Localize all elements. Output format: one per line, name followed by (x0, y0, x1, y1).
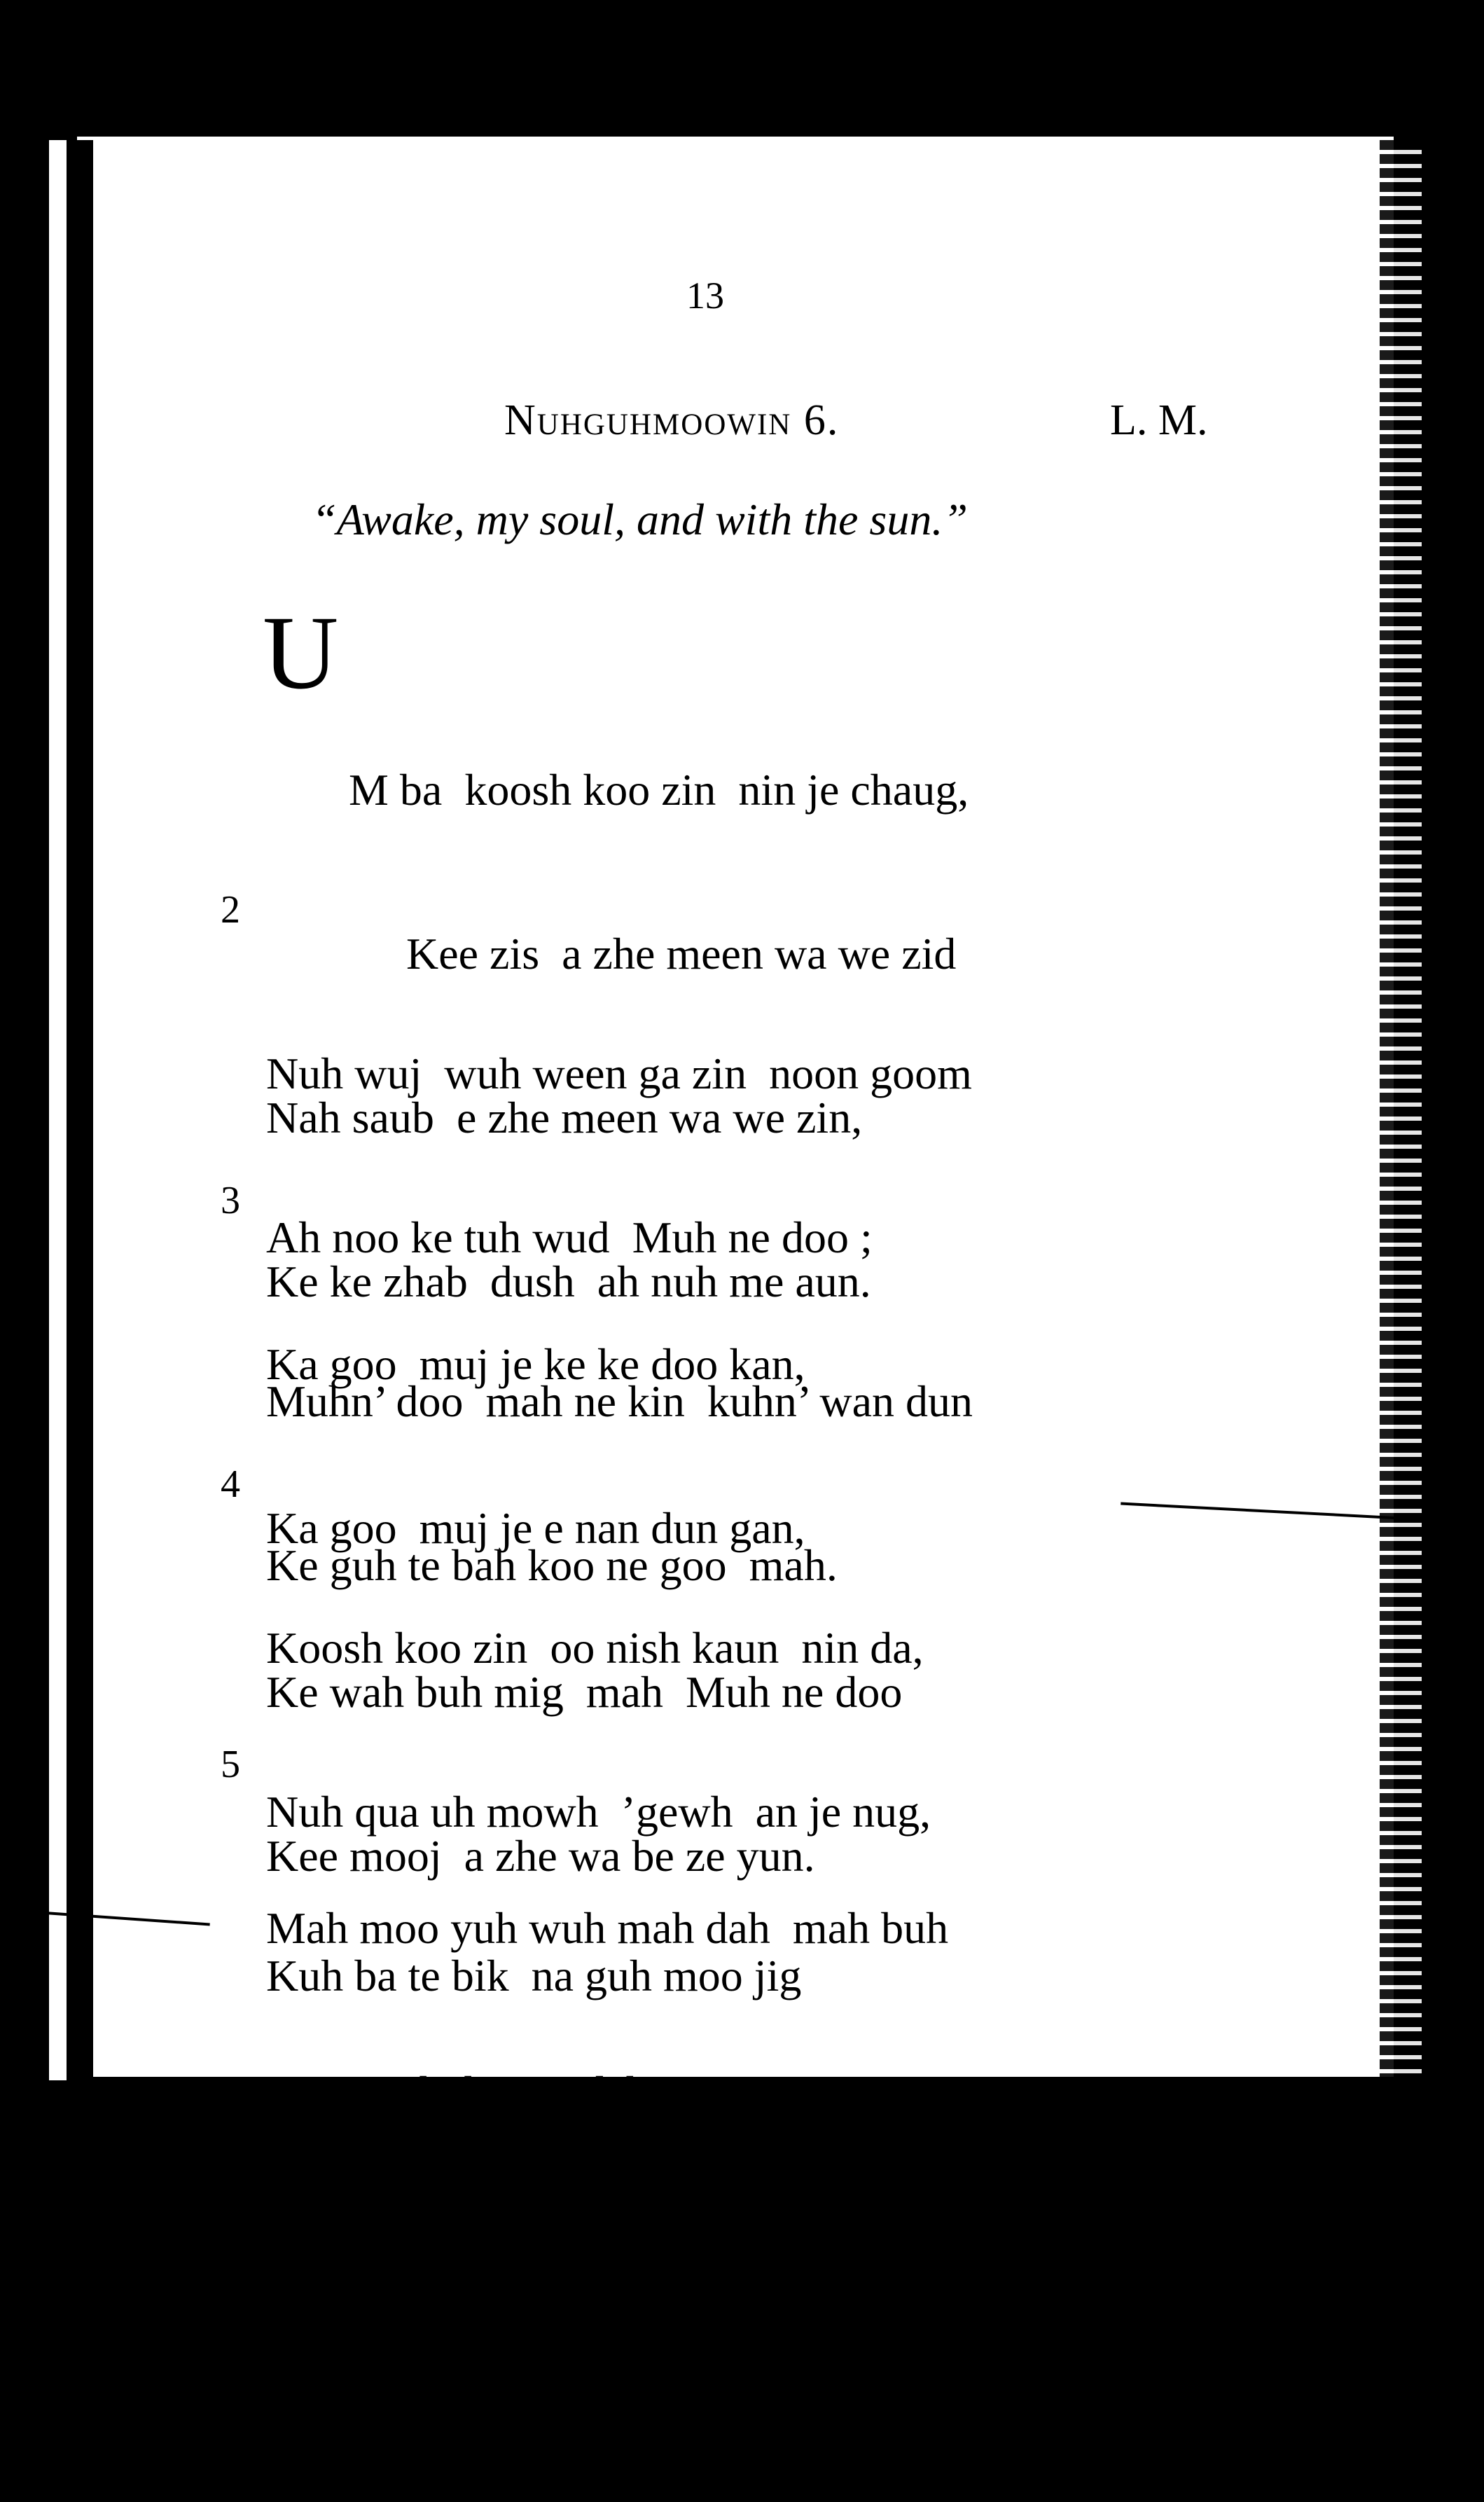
spine-edge (67, 140, 93, 2080)
verse-number: 2 (221, 888, 240, 932)
stanza-line: Mah moo yuh wuh mah dah mah buh (266, 1903, 949, 1953)
stanza-line: Ah noo ke tuh wud Muh ne doo ; (266, 1212, 873, 1262)
stanza-line: Ke guh te bah koo ne goo mah. (266, 1540, 838, 1590)
stanza-line: Muhn’ doo mah ne kin kuhn’ wan dun (266, 1376, 973, 1426)
verse-number: 3 (221, 1179, 240, 1222)
stanza-line: Wuh we zha ne mah waud Muhn’doon (266, 2115, 973, 2164)
stanza-line: Kee zis a zhe meen wa we zid (406, 929, 957, 979)
stanza-5 (221, 1737, 949, 2502)
stanza-line: Ke wah buh mig mah Muh ne doo (266, 1667, 903, 1717)
verse-number: 4 (221, 1463, 240, 1506)
stanza-line: Nah saub e zhe meen wa we zin, (266, 1093, 863, 1142)
verse-number: 5 (221, 1743, 240, 1786)
hymn-meter: L. M. (1110, 396, 1208, 444)
stanza-line: Kee mooj a zhe wa be ze yun. (266, 1831, 815, 1881)
stanza-line: Wa yoo se mind, Wa gwis se mind (266, 2231, 894, 2281)
stanza-line: Ke ke zhab dush ah nuh me aun. (266, 1257, 871, 1306)
drop-cap: U (263, 595, 339, 711)
page-number: 13 (686, 275, 724, 317)
stanza-line: Kuh ya Pah ne zid Oo je chaug. (266, 2395, 857, 2445)
stanza-line: M ba koosh koo zin nin je chaug, (349, 765, 969, 815)
page-edge-right (1380, 140, 1422, 2080)
stanza-line: Ka goo muj je e nan dun gan, (266, 1503, 805, 1553)
stanza-line: Nuh qua uh mowh ’gewh an je nug, (266, 1787, 931, 1837)
hymn-epigraph: “Awake, my soul, and with the sun.” (312, 495, 968, 544)
stanza-line: Wan je shuh wan dah goo ze yung, (266, 2067, 890, 2117)
stanza-line: Nuh wuj wuh ween ga zin noon goom (266, 1049, 972, 1098)
stanza-line: Koosh koo zin oo nish kaun nin da, (266, 1623, 924, 1673)
hymn-title: Nuhguhmoowin 6. (504, 396, 840, 444)
stanza-line: Kuh ba te bik na guh moo jig (266, 1951, 802, 2000)
stanza-line: Ka goo muj je ke ke doo kan, (266, 1339, 805, 1389)
